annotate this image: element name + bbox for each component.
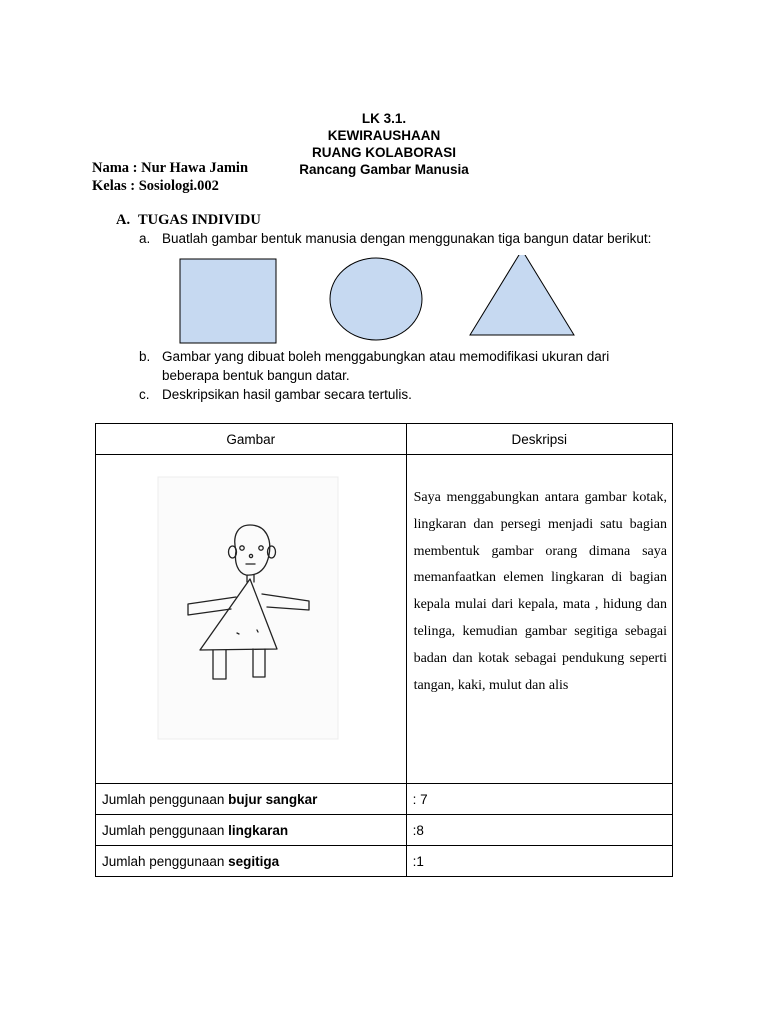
instruction-b-text-cont: beberapa bentuk bangun datar. (162, 368, 350, 383)
count-row-lingkaran (96, 815, 673, 846)
count-label-segitiga (96, 846, 407, 877)
instruction-b-marker: b. (139, 349, 151, 364)
count-label-prefix: Jumlah penggunaan (102, 791, 229, 807)
square-shape (180, 259, 276, 343)
student-name: Nama : Nur Hawa Jamin (92, 160, 249, 176)
header-section: RUANG KOLABORASI (312, 145, 456, 160)
header-code: LK 3.1. (361, 111, 407, 126)
description-text: Saya menggabungkan antara gambar kotak, lingkaran dan persegi menjadi satu bagian membentuk gambar orang dimana saya memanfaatkan elemen lingkaran di bagian kepala mulai dari kepala, mata , hidung dan telinga, kemudian gambar segitiga sebagai badan dan kotak sebagai pendukung seperti tangan, kaki, mulut dan alis (413, 490, 667, 693)
count-label-shape: lingkaran (228, 822, 289, 838)
drawing-cell (96, 455, 407, 784)
instruction-a-marker: a. (139, 231, 151, 246)
instruction-b-text: Gambar yang dibuat boleh menggabungkan atau memodifikasi ukuran dari (162, 349, 610, 364)
triangle-shape (470, 255, 574, 335)
description-cell (406, 455, 672, 784)
count-label-lingkaran (96, 815, 407, 846)
section-a-title: TUGAS INDIVIDU (138, 212, 261, 228)
column-header-gambar: Gambar (96, 424, 407, 455)
count-value-lingkaran: :8 (406, 815, 672, 846)
count-label-prefix: Jumlah penggunaan (102, 853, 229, 869)
instruction-c-text: Deskripsikan hasil gambar secara tertulis. (162, 387, 412, 402)
header-topic: Rancang Gambar Manusia (299, 162, 469, 177)
table-header-row (96, 424, 673, 455)
column-header-deskripsi: Deskripsi (406, 424, 672, 455)
circle-shape (330, 258, 422, 340)
count-row-segitiga (96, 846, 673, 877)
instruction-c-marker: c. (139, 387, 150, 402)
instruction-a-text: Buatlah gambar bentuk manusia dengan menggunakan tiga bangun datar berikut: (162, 231, 652, 246)
count-label-bujur-sangkar (96, 784, 407, 815)
answer-table (95, 423, 673, 877)
identity-block (92, 159, 248, 195)
count-row-bujur-sangkar (96, 784, 673, 815)
count-label-shape: bujur sangkar (228, 791, 318, 807)
count-label-shape: segitiga (228, 853, 280, 869)
drawing-row (96, 455, 673, 784)
human-drawing (96, 455, 400, 778)
basic-shapes-figure (178, 255, 578, 347)
count-value-bujur-sangkar: : 7 (406, 784, 672, 815)
student-class: Kelas : Sosiologi.002 (92, 178, 219, 194)
count-value-segitiga: :1 (406, 846, 672, 877)
section-a-marker: A. (116, 212, 131, 228)
count-label-prefix: Jumlah penggunaan (102, 822, 229, 838)
header-subject: KEWIRAUSHAAN (327, 128, 441, 143)
section-a-heading (116, 212, 261, 229)
